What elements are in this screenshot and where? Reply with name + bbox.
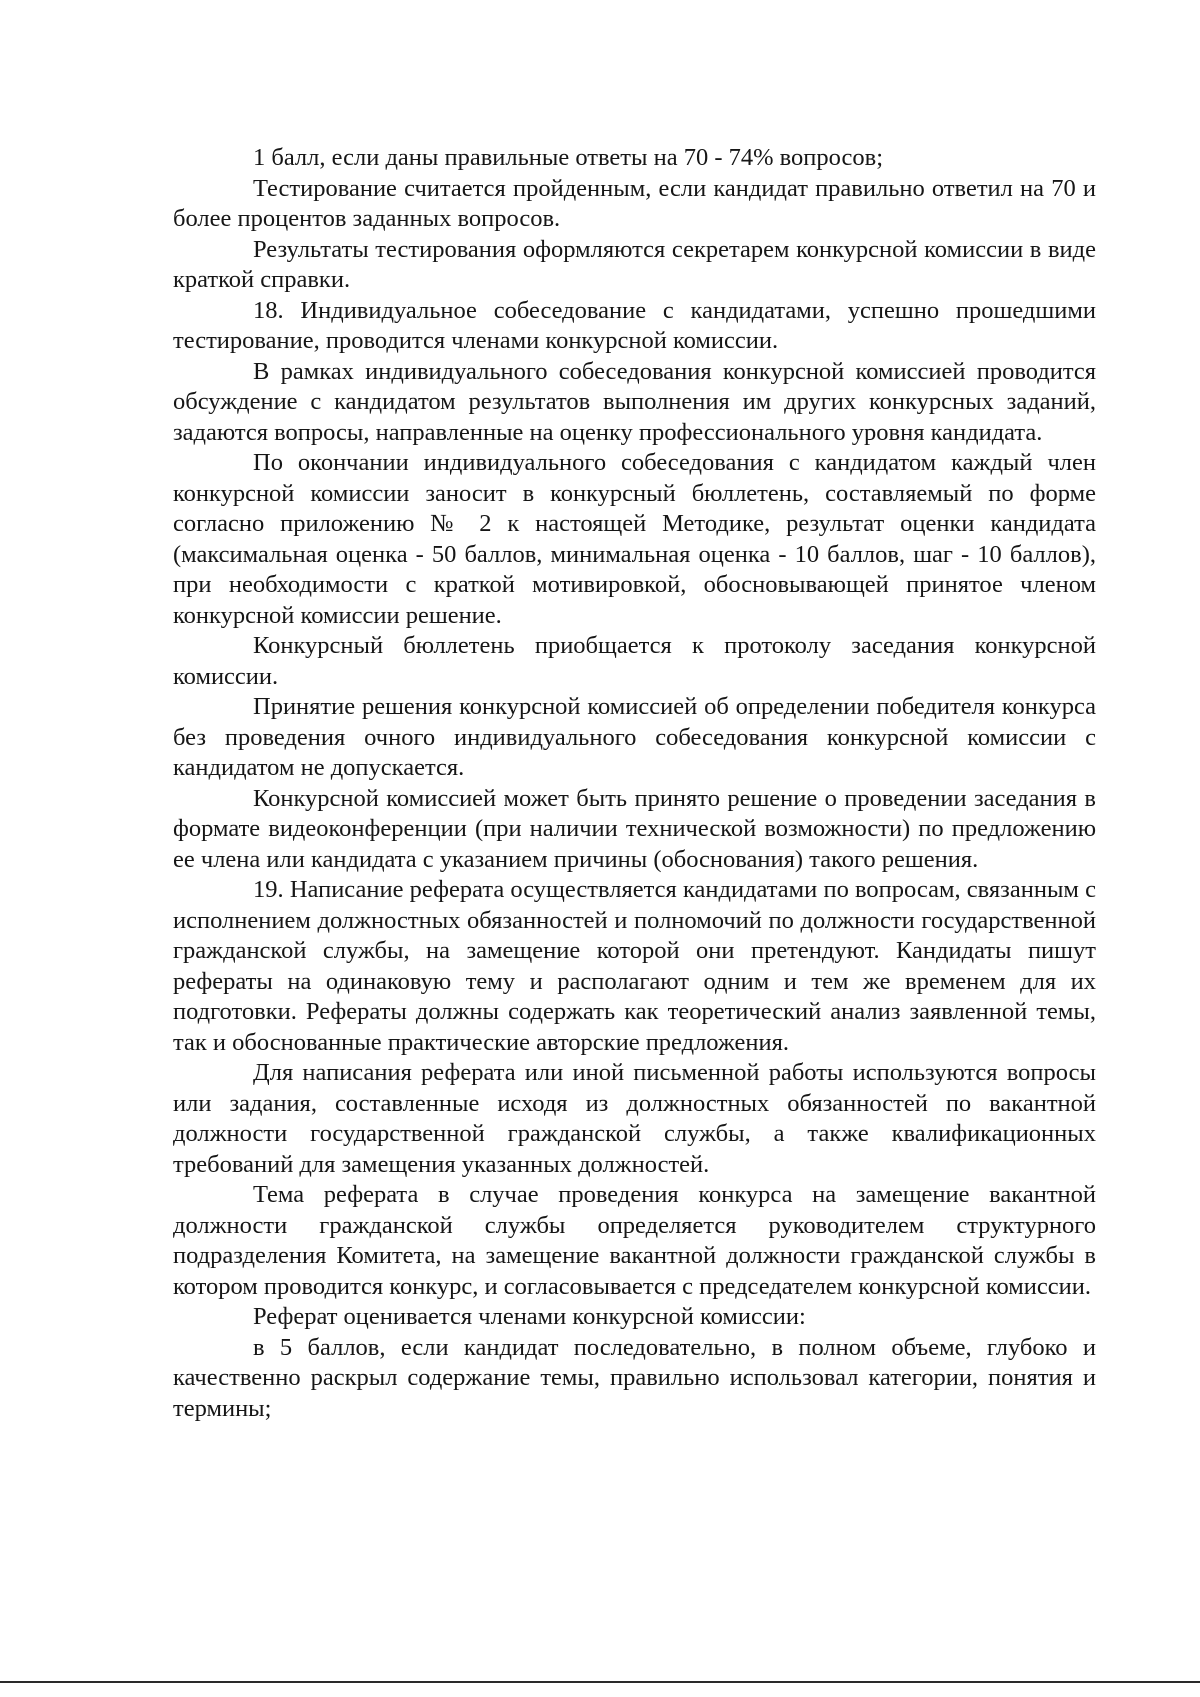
paragraph-no-decision-without-interview: Принятие решения конкурсной комиссией об определении победителя конкурса без проведения очного индивидуального собеседования конкурсной комиссии с кандидатом не допускается. — [173, 693, 1096, 781]
paragraph-essay-evaluation: Реферат оценивается членами конкурсной комиссии: — [253, 1303, 806, 1330]
paragraph-interview-scope: В рамках индивидуального собеседования конкурсной комиссией проводится обсуждение с кандидатом результатов выполнения им других конкурсных заданий, задаются вопросы, направленные на оценку профессионального уровня кандидата. — [173, 357, 1096, 446]
paragraph-essay-questions: Для написания реферата или иной письменной работы используются вопросы или задания, составленные исходя из должностных обязанностей по вакантной должности государственной гражданской службы, а также квалификационных требований для замещения указанных должностей. — [173, 1059, 1096, 1178]
bottom-border-line — [0, 1681, 1200, 1683]
paragraph-videoconference: Конкурсной комиссией может быть принято решение о проведении заседания в формате видеоконференции (при наличии технической возможности) по предложению ее члена или кандидата с указанием причины (обоснования) такого решения. — [173, 784, 1096, 873]
paragraph-essay-topic: Тема реферата в случае проведения конкурса на замещение вакантной должности гражданской службы определяется руководителем структурного подразделения Комитета, на замещение вакантной должности гражданской службы в котором проводится конкурс, и согласовывается с председателем конкурсной комиссии. — [173, 1181, 1096, 1300]
paragraph-score-5-points: в 5 баллов, если кандидат последовательно, в полном объеме, глубоко и качественно раскрыл содержание темы, правильно использовал категории, понятия и термины; — [173, 1333, 1096, 1422]
paragraph-testing-passed: Тестирование считается пройденным, если кандидат правильно ответил на 70 и более процентов заданных вопросов. — [173, 174, 1096, 232]
paragraph-score-1-point: 1 балл, если даны правильные ответы на 70 - 74% вопросов; — [253, 144, 884, 171]
paragraph-ballot-attached: Конкурсный бюллетень приобщается к протоколу заседания конкурсной комиссии. — [173, 632, 1096, 690]
paragraph-18-interview: 18. Индивидуальное собеседование с кандидатами, успешно прошедшими тестирование, проводится членами конкурсной комиссии. — [173, 296, 1096, 354]
paragraph-ballot: По окончании индивидуального собеседования с кандидатом каждый член конкурсной комиссии заносит в конкурсный бюллетень, составляемый по форме согласно приложению № 2 к настоящей Методике, результат оценки кандидата (максимальная оценка - 50 баллов, минимальная оценка - 10 баллов, шаг - 10 баллов), при необходимости с краткой мотивировкой, обосновывающей принятое членом конкурсной комиссии решение. — [173, 449, 1096, 629]
document-body — [173, 143, 1096, 1424]
paragraph-testing-results: Результаты тестирования оформляются секретарем конкурсной комиссии в виде краткой справки. — [173, 235, 1096, 293]
paragraph-19-essay: 19. Написание реферата осуществляется кандидатами по вопросам, связанным с исполнением должностных обязанностей и полномочий по должности государственной гражданской службы, на замещение которой они претендуют. Кандидаты пишут рефераты на одинаковую тему и располагают одним и тем же временем для их подготовки. Рефераты должны содержать как теоретический анализ заявленной темы, так и обоснованные практические авторские предложения. — [173, 876, 1096, 1056]
